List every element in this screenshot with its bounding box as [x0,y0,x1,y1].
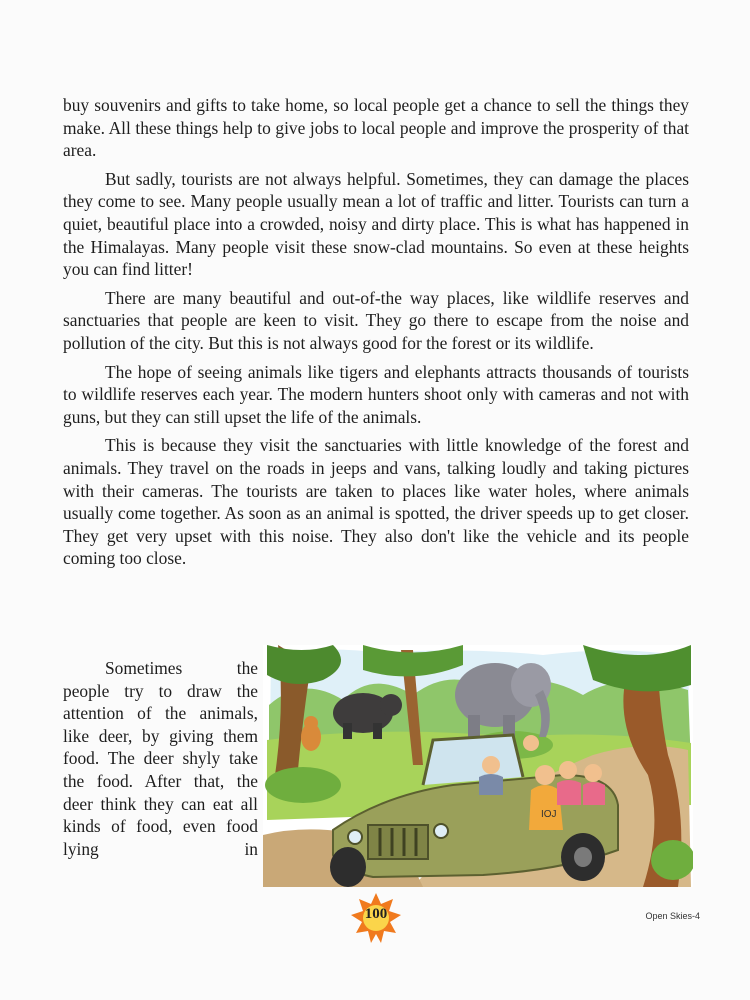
safari-jeep-illustration [263,645,693,887]
paragraph-5: This is because they visit the sanctuaries with little knowledge of the forest and animals. They travel on the roads in jeeps and vans, talking loudly and taking pictures with their cameras. The tourists are taken to places like water holes, where animals usually come together. As soon as an animal is spotted, the driver speeds up to get closer. They get very upset with this noise. They also don't like the vehicle and its people coming too close. [63,435,689,569]
svg-text:IOJ: IOJ [541,809,557,820]
page-number: 100 [364,906,388,922]
book-title-footer: Open Skies-4 [645,911,700,921]
paragraph-4: The hope of seeing animals like tigers and elephants attracts thousands of tourists to wildlife reserves each year. The modern hunters shoot only with cameras and not with guns, but they can still upset the life of the animals. [63,361,689,427]
paragraph-2: But sadly, tourists are not always helpful. Sometimes, they can damage the places they come to see. Many people usually mean a lot of traffic and litter. Tourists can turn a quiet, beautiful place into a crowded, noisy and dirty place. This is what has happened in the Himalayas. Many people visit these snow-clad mountains. So even at these heights you can find litter! [63,168,689,280]
main-text [63,94,689,576]
paragraph-1: buy souvenirs and gifts to take home, so local people get a chance to sell the things they make. All these things help to give jobs to local people and improve the prosperity of that area. [63,95,689,161]
side-paragraph: Sometimes the people try to draw the attention of the animals, like deer, by giving them food. The deer shyly take the food. After that, the deer think they can eat all kinds of food, even food lying in [63,658,258,859]
paragraph-3: There are many beautiful and out-of-the way places, like wildlife reserves and sanctuaries that people are keen to visit. They go there to escape from the noise and pollution of the city. But this is not always good for the forest or its wildlife. [63,287,689,353]
